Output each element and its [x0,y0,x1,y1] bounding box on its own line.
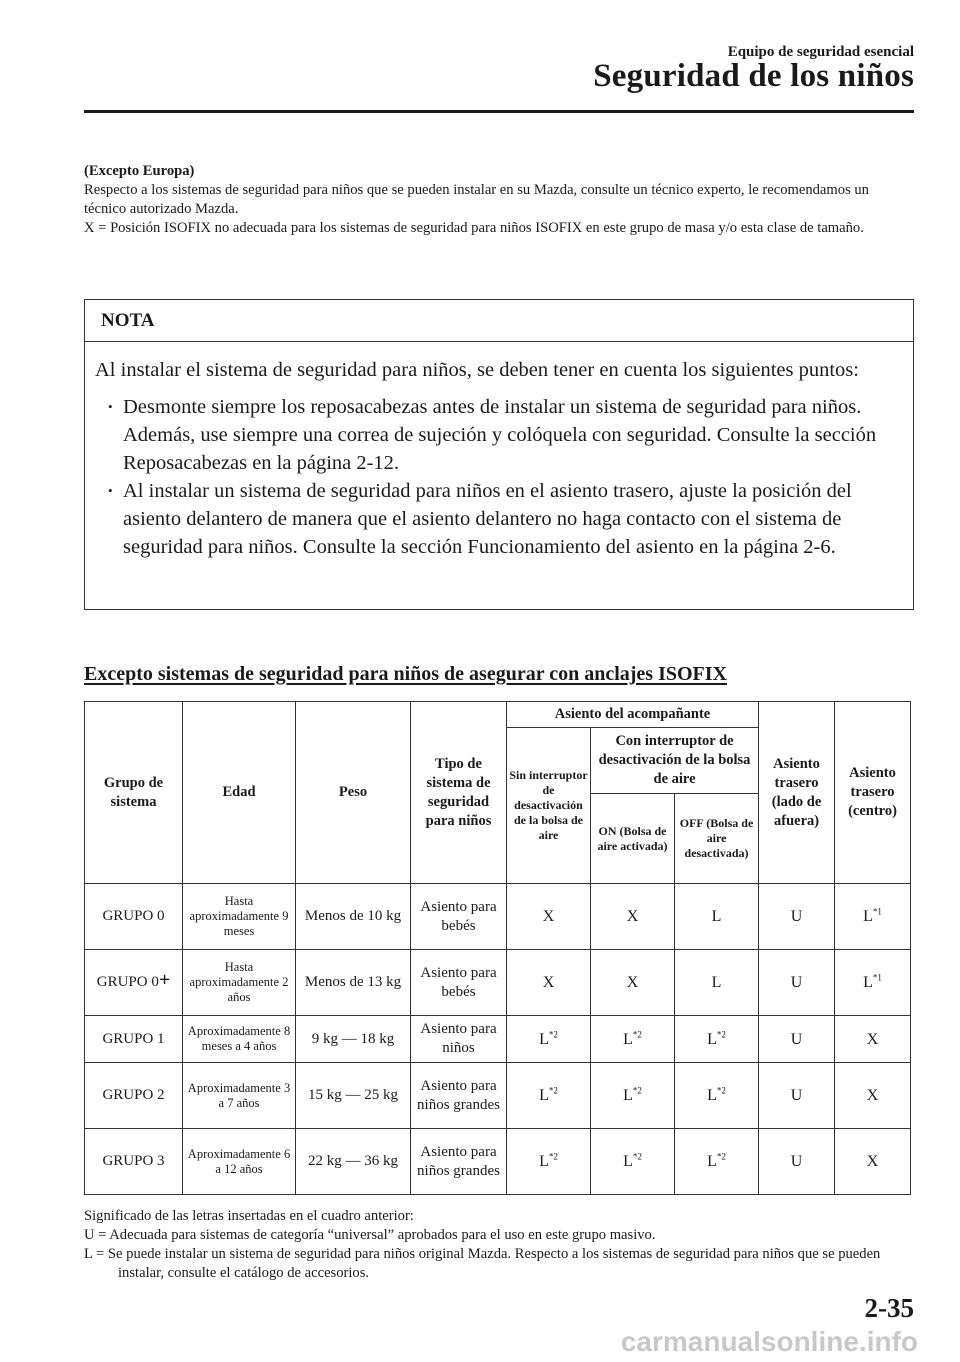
footnote-ref: *2 [548,1151,558,1162]
header-passenger-seat: Asiento del acompañante [507,702,759,728]
cell-suitability [591,1063,675,1129]
type-text: Asiento para niños grandes [417,1077,500,1113]
cell-suitability [507,950,591,1016]
age-text: Aproximadamente 8 meses a 4 años [187,1024,291,1053]
plus-icon: + [158,969,171,991]
cell-suitability [591,950,675,1016]
cell-group [85,1063,183,1129]
cell-age [183,1063,296,1129]
intro-text: Respecto a los sistemas de seguridad para niños que se pueden instalar en su Mazda, consulte un técnico experto, le recomendamos un técnico autorizado Mazda. [84,182,869,217]
group-label: GRUPO 0 [96,974,159,990]
cell-type [411,1063,507,1129]
suitability-value: L [711,974,722,991]
type-text: Asiento para bebés [420,898,497,934]
cell-suitability [591,1129,675,1195]
suitability-value: L [863,974,873,991]
header-with-switch: Con interruptor de desactivación de la bolsa de aire [591,728,759,794]
header-type: Tipo de sistema de seguridad para niños [411,702,507,884]
suitability-value: X [866,1087,879,1104]
cell-suitability [835,1016,911,1063]
suitability-value: L [711,908,722,925]
cell-age [183,950,296,1016]
suitability-value: L [863,908,873,925]
cell-weight [296,1016,411,1063]
cell-suitability [835,950,911,1016]
age-text: Hasta aproximadamente 2 años [189,960,289,1004]
table-row [85,1129,911,1195]
footnote-ref: *2 [548,1029,558,1040]
cell-suitability [675,1063,759,1129]
cell-group [85,950,183,1016]
group-label: GRUPO 0 [102,908,165,924]
suitability-value: U [790,1153,803,1170]
table-row [85,1063,911,1129]
cell-group [85,1016,183,1063]
page-title: Seguridad de los niños [593,58,914,94]
suitability-value: L [623,1030,633,1048]
cell-type [411,1129,507,1195]
cell-suitability [675,884,759,950]
type-text: Asiento para niños [420,1021,497,1056]
legend-block [84,1207,914,1283]
footnote-ref: *2 [716,1029,726,1040]
weight-text: Menos de 10 kg [304,908,402,924]
cell-age [183,1129,296,1195]
cell-suitability [675,950,759,1016]
intro-block [84,162,914,238]
intro-heading: (Excepto Europa) [84,163,195,179]
note-box [84,299,914,610]
age-text: Hasta aproximadamente 9 meses [189,894,289,938]
footnote-ref: *2 [632,1151,642,1162]
header-airbag-on: ON (Bolsa de aire activada) [591,794,675,884]
note-bullet-1: • Desmonte siempre los reposacabezas antes de instalar un sistema de seguridad para niños. Además, use siempre una correa de sujeción y colóquela con seguridad. Consulte la sección Reposacabezas en la página 2-12. [95,393,899,477]
cell-suitability [507,1016,591,1063]
header-weight: Peso [296,702,411,884]
suitability-value: X [866,1030,879,1048]
header-section-label: Equipo de seguridad esencial [727,44,914,60]
page-number: 2-35 [864,1293,914,1323]
type-text: Asiento para bebés [420,964,497,1000]
weight-text: 9 kg — 18 kg [311,1030,395,1047]
note-title: NOTA [85,300,913,342]
legend-intro: Significado de las letras insertadas en el cuadro anterior: [84,1208,414,1224]
legend-u: U = Adecuada para sistemas de categoría “universal” aprobados para el uso en este grupo masivo. [84,1227,656,1243]
suitability-value: L [539,1153,549,1170]
table-row [85,884,911,950]
cell-suitability [675,1016,759,1063]
age-text: Aproximadamente 6 a 12 años [187,1146,291,1176]
suitability-value: L [707,1153,717,1170]
cell-suitability [759,950,835,1016]
cell-age [183,1016,296,1063]
footnote-ref: *2 [632,1029,642,1040]
cell-suitability [675,1129,759,1195]
footnote-ref: *2 [548,1085,558,1096]
suitability-value: X [542,974,555,991]
cell-suitability [591,1016,675,1063]
header-no-switch: Sin interruptor de desactivación de la bolsa de aire [507,728,591,884]
cell-suitability [507,1063,591,1129]
note-body [85,342,913,561]
weight-text: 15 kg — 25 kg [308,1087,398,1103]
header-airbag-off: OFF (Bolsa de aire desactivada) [675,794,759,884]
cell-suitability [507,1129,591,1195]
header-rear-outer: Asiento trasero (lado de afuera) [759,702,835,884]
suitability-value: L [707,1087,717,1104]
suitability-value: U [790,1030,803,1048]
suitability-value: L [539,1030,549,1048]
table-row [85,950,911,1016]
x-definition: X = Posición ISOFIX no adecuada para los sistemas de seguridad para niños ISOFIX en este grupo de masa y/o esta clase de tamaño. [84,220,864,236]
suitability-value: L [539,1087,549,1104]
child-seat-table [84,701,911,1195]
cell-suitability [759,1063,835,1129]
cell-suitability [835,1063,911,1129]
legend-l: L = Se puede instalar un sistema de seguridad para niños original Mazda. Respecto a los sistemas de seguridad para niños que se pueden instalar, consulte el catálogo de accesorios. [84,1246,881,1281]
section-title: Excepto sistemas de seguridad para niños de asegurar con anclajes ISOFIX [84,663,727,685]
footnote-ref: *1 [872,906,882,917]
suitability-value: U [790,1087,803,1104]
watermark: carmanualsonline.info [620,1326,918,1357]
age-text: Aproximadamente 3 a 7 años [187,1080,291,1110]
group-label: GRUPO 2 [102,1087,165,1103]
suitability-value: X [542,908,555,925]
cell-group [85,884,183,950]
header-group: Grupo de sistema [85,702,183,884]
cell-suitability [835,884,911,950]
footnote-ref: *1 [872,972,882,983]
suitability-value: X [626,908,639,925]
footnote-ref: *2 [716,1085,726,1096]
footnote-ref: *2 [632,1085,642,1096]
note-list [95,393,899,561]
note-text: Al instalar el sistema de seguridad para niños, se deben tener en cuenta los siguientes puntos: [95,359,859,381]
cell-suitability [835,1129,911,1195]
cell-type [411,1016,507,1063]
cell-suitability [759,884,835,950]
cell-age [183,884,296,950]
group-label: GRUPO 1 [102,1030,165,1047]
suitability-value: X [626,974,639,991]
group-label: GRUPO 3 [102,1153,165,1169]
table-row [85,1016,911,1063]
cell-weight [296,884,411,950]
suitability-value: U [790,974,803,991]
cell-suitability [759,1129,835,1195]
footnote-ref: *2 [716,1151,726,1162]
cell-weight [296,950,411,1016]
suitability-value: L [707,1030,717,1048]
cell-type [411,950,507,1016]
note-bullet-2: • Al instalar un sistema de seguridad para niños en el asiento trasero, ajuste la posición del asiento delantero de manera que el asiento delantero no haga contacto con el sistema de seguridad para niños. Consulte la sección Funcionamiento del asiento en la página 2-6. [95,477,899,561]
cell-suitability [507,884,591,950]
suitability-value: L [623,1153,633,1170]
cell-suitability [759,1016,835,1063]
cell-weight [296,1129,411,1195]
cell-type [411,884,507,950]
header-age: Edad [183,702,296,884]
weight-text: 22 kg — 36 kg [308,1153,398,1169]
suitability-value: U [790,908,803,925]
suitability-value: X [866,1153,879,1170]
type-text: Asiento para niños grandes [417,1143,500,1179]
cell-group [85,1129,183,1195]
suitability-value: L [623,1087,633,1104]
header-rule [84,110,914,113]
weight-text: Menos de 13 kg [304,974,402,990]
cell-suitability [591,884,675,950]
header-rear-center: Asiento trasero (centro) [835,702,911,884]
cell-weight [296,1063,411,1129]
